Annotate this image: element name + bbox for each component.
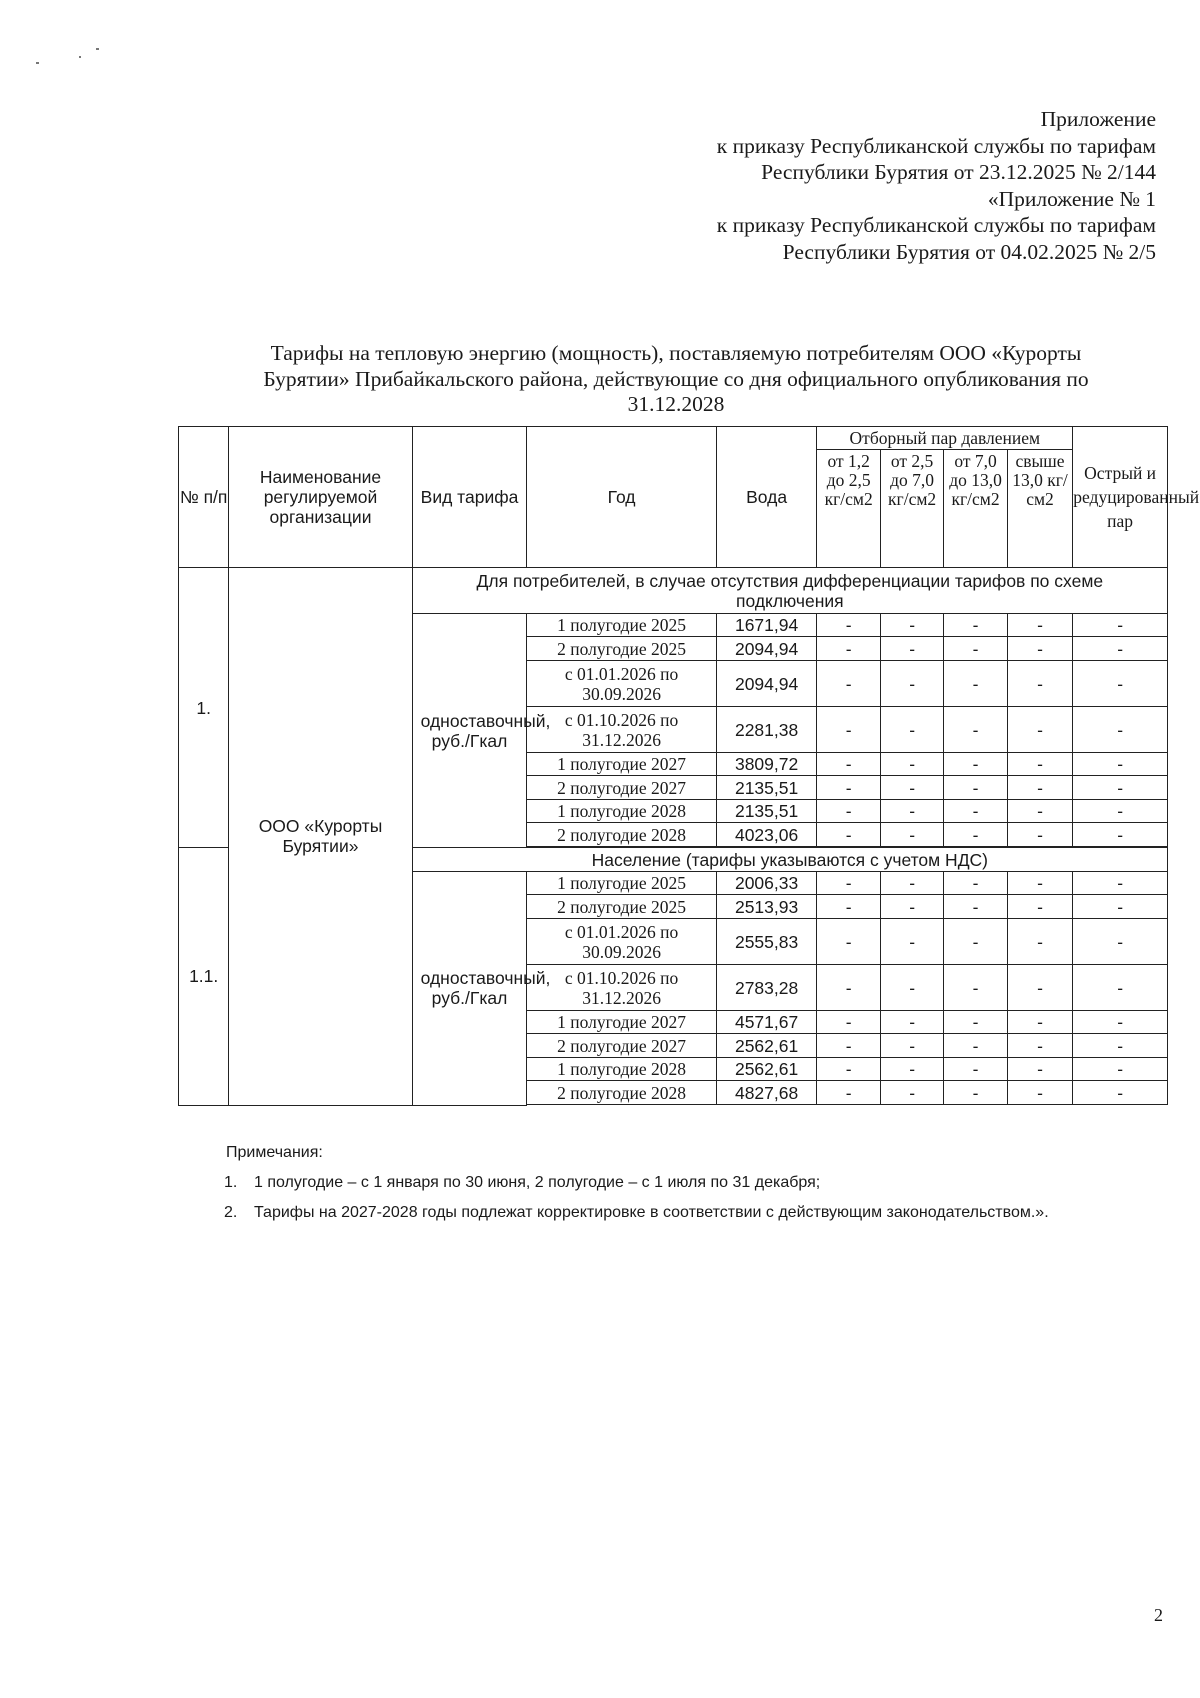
note-item <box>224 1172 1166 1194</box>
steam-1-cell: - <box>817 776 880 800</box>
steam-3-cell: - <box>944 1081 1007 1105</box>
steam-1-cell: - <box>817 965 880 1011</box>
note-text: Тарифы на 2027-2028 годы подлежат корректировке в соответствии с действующим законодательством.». <box>254 1204 1049 1221</box>
col-header-steam-group: Отборный пар давлением <box>817 427 1073 450</box>
period-cell: 1 полугодие 2027 <box>527 753 716 776</box>
steam-3-cell: - <box>944 800 1007 823</box>
steam-4-cell: - <box>1007 895 1072 919</box>
steam-3-cell: - <box>944 823 1007 847</box>
sharp-steam-cell: - <box>1073 1081 1168 1105</box>
note-number: 1. <box>224 1174 238 1191</box>
col-header-water: Вода <box>716 427 817 568</box>
period-cell: с 01.10.2026 по 31.12.2026 <box>527 707 716 753</box>
col-header-steam-2: от 2,5 до 7,0 кг/см2 <box>880 450 943 568</box>
steam-2-cell: - <box>880 965 943 1011</box>
tariff-type: одноставочный, руб./Гкал <box>412 614 527 848</box>
steam-2-cell: - <box>880 1058 943 1081</box>
steam-3-cell: - <box>944 1058 1007 1081</box>
period-cell: с 01.10.2026 по 31.12.2026 <box>527 965 716 1011</box>
water-tariff-cell: 2555,83 <box>716 919 817 965</box>
steam-4-cell: - <box>1007 661 1072 707</box>
steam-2-cell: - <box>880 872 943 895</box>
tariff-table <box>178 426 1200 1106</box>
steam-4-cell: - <box>1007 823 1072 847</box>
steam-4-cell: - <box>1007 872 1072 895</box>
steam-1-cell: - <box>817 823 880 847</box>
water-tariff-cell: 1671,94 <box>716 614 817 637</box>
period-cell: с 01.01.2026 по 30.09.2026 <box>527 919 716 965</box>
period-cell: 1 полугодие 2025 <box>527 614 716 637</box>
steam-4-cell: - <box>1007 637 1072 661</box>
sharp-steam-cell: - <box>1073 776 1168 800</box>
water-tariff-cell: 2562,61 <box>716 1034 817 1058</box>
steam-3-cell: - <box>944 919 1007 965</box>
steam-2-cell: - <box>880 823 943 847</box>
col-header-tariff-type: Вид тарифа <box>412 427 527 568</box>
title-line: Тарифы на тепловую энергию (мощность), поставляемую потребителям ООО «Курорты <box>270 341 1082 365</box>
sharp-steam-cell: - <box>1073 800 1168 823</box>
water-tariff-cell: 2135,51 <box>716 776 817 800</box>
steam-2-cell: - <box>880 1081 943 1105</box>
header-line: Приложение <box>1040 107 1156 131</box>
steam-4-cell: - <box>1007 800 1072 823</box>
col-header-steam-4: свыше 13,0 кг/см2 <box>1007 450 1072 568</box>
sharp-steam-cell: - <box>1073 895 1168 919</box>
steam-4-cell: - <box>1007 919 1072 965</box>
steam-4-cell: - <box>1007 965 1072 1011</box>
col-header-sharp-steam: Острый и редуцированный пар <box>1073 427 1168 568</box>
steam-2-cell: - <box>880 661 943 707</box>
section-heading: Для потребителей, в случае отсутствия дифференциации тарифов по схеме подключения <box>412 568 1167 614</box>
steam-4-cell: - <box>1007 1081 1072 1105</box>
water-tariff-cell: 4023,06 <box>716 823 817 847</box>
water-tariff-cell: 4827,68 <box>716 1081 817 1105</box>
notes-block <box>226 1142 1166 1224</box>
steam-3-cell: - <box>944 614 1007 637</box>
header-line: Республики Бурятия от 23.12.2025 № 2/144 <box>761 160 1156 184</box>
sharp-steam-cell: - <box>1073 1011 1168 1034</box>
steam-1-cell: - <box>817 1081 880 1105</box>
steam-2-cell: - <box>880 1034 943 1058</box>
period-cell: 1 полугодие 2028 <box>527 800 716 823</box>
steam-2-cell: - <box>880 919 943 965</box>
period-cell: 1 полугодие 2028 <box>527 1058 716 1081</box>
sharp-steam-cell: - <box>1073 823 1168 847</box>
steam-4-cell: - <box>1007 776 1072 800</box>
title-line: 31.12.2028 <box>627 392 725 416</box>
approval-header <box>456 106 1156 265</box>
document-title <box>186 341 1166 418</box>
header-line: «Приложение № 1 <box>987 186 1156 211</box>
header-line: к приказу Республиканской службы по тарифам <box>716 133 1156 158</box>
steam-1-cell: - <box>817 919 880 965</box>
steam-3-cell: - <box>944 776 1007 800</box>
water-tariff-cell: 2562,61 <box>716 1058 817 1081</box>
steam-3-cell: - <box>944 661 1007 707</box>
steam-4-cell: - <box>1007 753 1072 776</box>
steam-4-cell: - <box>1007 1034 1072 1058</box>
water-tariff-cell: 2094,94 <box>716 637 817 661</box>
period-cell: 1 полугодие 2027 <box>527 1011 716 1034</box>
water-tariff-cell: 2006,33 <box>716 872 817 895</box>
col-header-year: Год <box>527 427 716 568</box>
steam-2-cell: - <box>880 753 943 776</box>
period-cell: 2 полугодие 2027 <box>527 1034 716 1058</box>
steam-1-cell: - <box>817 614 880 637</box>
water-tariff-cell: 2783,28 <box>716 965 817 1011</box>
note-item <box>224 1202 1166 1224</box>
steam-3-cell: - <box>944 637 1007 661</box>
col-header-steam-1: от 1,2 до 2,5 кг/см2 <box>817 450 880 568</box>
col-header-org: Наименование регулируемой организации <box>229 427 412 568</box>
period-cell: 2 полугодие 2028 <box>527 823 716 847</box>
title-line: Бурятии» Прибайкальского района, действующие со дня официального опубликования по <box>263 366 1089 391</box>
header-line: Республики Бурятия от 04.02.2025 № 2/5 <box>782 239 1156 264</box>
sharp-steam-cell: - <box>1073 1058 1168 1081</box>
steam-3-cell: - <box>944 753 1007 776</box>
sharp-steam-cell: - <box>1073 919 1168 965</box>
sharp-steam-cell: - <box>1073 614 1168 637</box>
note-text: 1 полугодие – с 1 января по 30 июня, 2 полугодие – с 1 июля по 31 декабря; <box>254 1174 821 1191</box>
tariff-type: одноставочный, руб./Гкал <box>412 872 527 1106</box>
note-number: 2. <box>224 1204 238 1221</box>
steam-4-cell: - <box>1007 1058 1072 1081</box>
period-cell: 2 полугодие 2027 <box>527 776 716 800</box>
header-line: к приказу Республиканской службы по тарифам <box>716 213 1156 237</box>
steam-1-cell: - <box>817 661 880 707</box>
water-tariff-cell: 2281,38 <box>716 707 817 753</box>
steam-1-cell: - <box>817 872 880 895</box>
steam-4-cell: - <box>1007 707 1072 753</box>
steam-3-cell: - <box>944 895 1007 919</box>
sharp-steam-cell: - <box>1073 637 1168 661</box>
steam-2-cell: - <box>880 637 943 661</box>
steam-3-cell: - <box>944 707 1007 753</box>
section-number: 1.1. <box>179 848 229 1106</box>
sharp-steam-cell: - <box>1073 1034 1168 1058</box>
steam-3-cell: - <box>944 1034 1007 1058</box>
steam-1-cell: - <box>817 707 880 753</box>
steam-2-cell: - <box>880 895 943 919</box>
page-number: 2 <box>1154 1605 1163 1625</box>
water-tariff-cell: 2094,94 <box>716 661 817 707</box>
notes-title: Примечания: <box>226 1144 323 1161</box>
period-cell: 2 полугодие 2025 <box>527 637 716 661</box>
sharp-steam-cell: - <box>1073 707 1168 753</box>
period-cell: 2 полугодие 2025 <box>527 895 716 919</box>
sharp-steam-cell: - <box>1073 965 1168 1011</box>
section-heading: Население (тарифы указываются с учетом НДС) <box>412 848 1167 872</box>
steam-4-cell: - <box>1007 614 1072 637</box>
steam-1-cell: - <box>817 753 880 776</box>
steam-3-cell: - <box>944 1011 1007 1034</box>
steam-4-cell: - <box>1007 1011 1072 1034</box>
col-header-steam-3: от 7,0 до 13,0 кг/см2 <box>944 450 1007 568</box>
steam-1-cell: - <box>817 637 880 661</box>
water-tariff-cell: 2135,51 <box>716 800 817 823</box>
steam-3-cell: - <box>944 965 1007 1011</box>
steam-1-cell: - <box>817 1011 880 1034</box>
sharp-steam-cell: - <box>1073 753 1168 776</box>
steam-1-cell: - <box>817 800 880 823</box>
steam-2-cell: - <box>880 707 943 753</box>
water-tariff-cell: 2513,93 <box>716 895 817 919</box>
organization-name: ООО «Курорты Бурятии» <box>229 568 412 1106</box>
col-header-num: № п/п <box>179 427 229 568</box>
period-cell: 2 полугодие 2028 <box>527 1081 716 1105</box>
period-cell: 1 полугодие 2025 <box>527 872 716 895</box>
steam-2-cell: - <box>880 800 943 823</box>
steam-1-cell: - <box>817 895 880 919</box>
period-cell: с 01.01.2026 по 30.09.2026 <box>527 661 716 707</box>
section-number: 1. <box>179 568 229 848</box>
steam-3-cell: - <box>944 872 1007 895</box>
sharp-steam-cell: - <box>1073 872 1168 895</box>
steam-2-cell: - <box>880 776 943 800</box>
steam-2-cell: - <box>880 614 943 637</box>
water-tariff-cell: 3809,72 <box>716 753 817 776</box>
steam-1-cell: - <box>817 1058 880 1081</box>
steam-2-cell: - <box>880 1011 943 1034</box>
sharp-steam-cell: - <box>1073 661 1168 707</box>
steam-1-cell: - <box>817 1034 880 1058</box>
water-tariff-cell: 4571,67 <box>716 1011 817 1034</box>
